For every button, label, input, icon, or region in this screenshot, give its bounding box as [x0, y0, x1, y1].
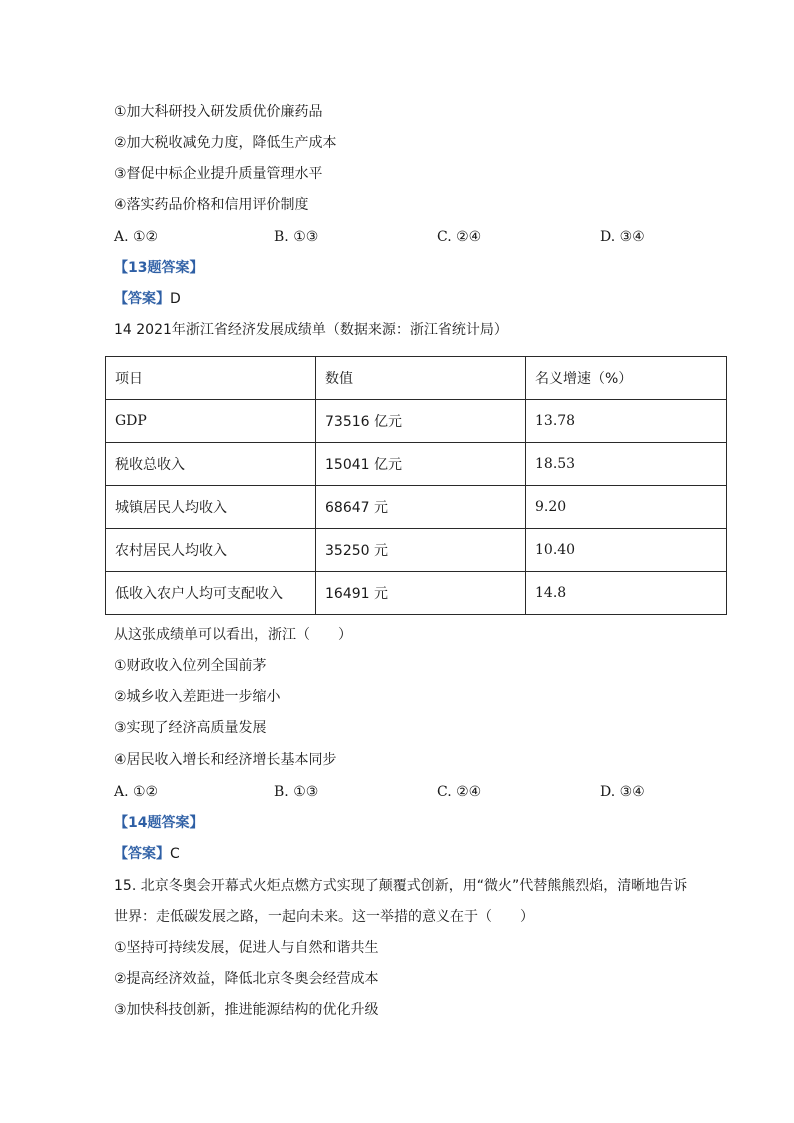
table-cell: 68647 元 [316, 486, 526, 529]
q13-option-c: C. ②④ [437, 229, 482, 245]
table-cell: 14.8 [526, 572, 727, 615]
q15-statement-1: ①坚持可持续发展，促进人与自然和谐共生 [114, 940, 379, 956]
table-cell: 18.53 [526, 443, 727, 486]
q13-answer [114, 289, 181, 309]
q15-statement-3: ③加快科技创新，推进能源结构的优化升级 [114, 1002, 379, 1018]
q13-option-a: A. ①② [114, 229, 159, 245]
q14-statement-3: ③实现了经济高质量发展 [114, 720, 267, 736]
table-cell: 低收入农户人均可支配收入 [106, 572, 316, 615]
q13-statement-2: ②加大税收减免力度，降低生产成本 [114, 135, 337, 151]
q15-statement-2: ②提高经济效益，降低北京冬奥会经营成本 [114, 971, 379, 987]
q14-options [114, 782, 674, 802]
table-header-value: 数值 [316, 357, 526, 400]
q13-answer-label: 【答案】 [114, 291, 170, 307]
q13-statement-1: ①加大科研投入研发质优价廉药品 [114, 104, 323, 120]
q13-statement-4: ④落实药品价格和信用评价制度 [114, 197, 309, 213]
q15-stem-line-2: 世界：走低碳发展之路，一起向未来。这一举措的意义在于（ ） [114, 909, 534, 925]
q14-stem: 从这张成绩单可以看出，浙江（ ） [114, 627, 352, 643]
q14-option-c: C. ②④ [437, 784, 482, 800]
table-cell: 农村居民人均收入 [106, 529, 316, 572]
table-cell: 10.40 [526, 529, 727, 572]
q13-option-d: D. ③④ [600, 229, 645, 245]
q13-options [114, 227, 674, 247]
table-row [106, 529, 727, 572]
table-header-row [106, 357, 727, 400]
q14-answer-section: 【14题答案】 [114, 815, 204, 831]
q14-answer-value: C [170, 846, 180, 862]
table-cell: GDP [106, 400, 316, 443]
table-row [106, 486, 727, 529]
table-cell: 13.78 [526, 400, 727, 443]
q14-answer [114, 844, 180, 864]
q14-statement-1: ①财政收入位列全国前茅 [114, 658, 267, 674]
q14-statement-4: ④居民收入增长和经济增长基本同步 [114, 752, 337, 768]
q14-option-b: B. ①③ [274, 784, 319, 800]
q14-option-d: D. ③④ [600, 784, 645, 800]
table-row [106, 443, 727, 486]
table-cell: 9.20 [526, 486, 727, 529]
table-cell: 73516 亿元 [316, 400, 526, 443]
q13-answer-section: 【13题答案】 [114, 260, 204, 276]
q15-stem-line-1: 15. 北京冬奥会开幕式火炬点燃方式实现了颠覆式创新，用“微火”代替熊熊烈焰，清晰地告诉 [114, 878, 688, 894]
table-row [106, 572, 727, 615]
table-header-item: 项日 [106, 357, 316, 400]
q13-statement-3: ③督促中标企业提升质量管理水平 [114, 166, 323, 182]
table-cell: 15041 亿元 [316, 443, 526, 486]
q14-title: 14 2021年浙江省经济发展成绩单（数据来源：浙江省统计局） [114, 322, 508, 338]
table-header-growth: 名义增速（%） [526, 357, 727, 400]
table-cell: 35250 元 [316, 529, 526, 572]
q14-data-table [105, 356, 727, 615]
table-cell: 税收总收入 [106, 443, 316, 486]
q13-answer-value: D [170, 291, 181, 307]
q13-option-b: B. ①③ [274, 229, 319, 245]
q14-statement-2: ②城乡收入差距进一步缩小 [114, 689, 281, 705]
q14-option-a: A. ①② [114, 784, 159, 800]
table-row [106, 400, 727, 443]
q14-answer-label: 【答案】 [114, 846, 170, 862]
table-cell: 城镇居民人均收入 [106, 486, 316, 529]
table-cell: 16491 元 [316, 572, 526, 615]
